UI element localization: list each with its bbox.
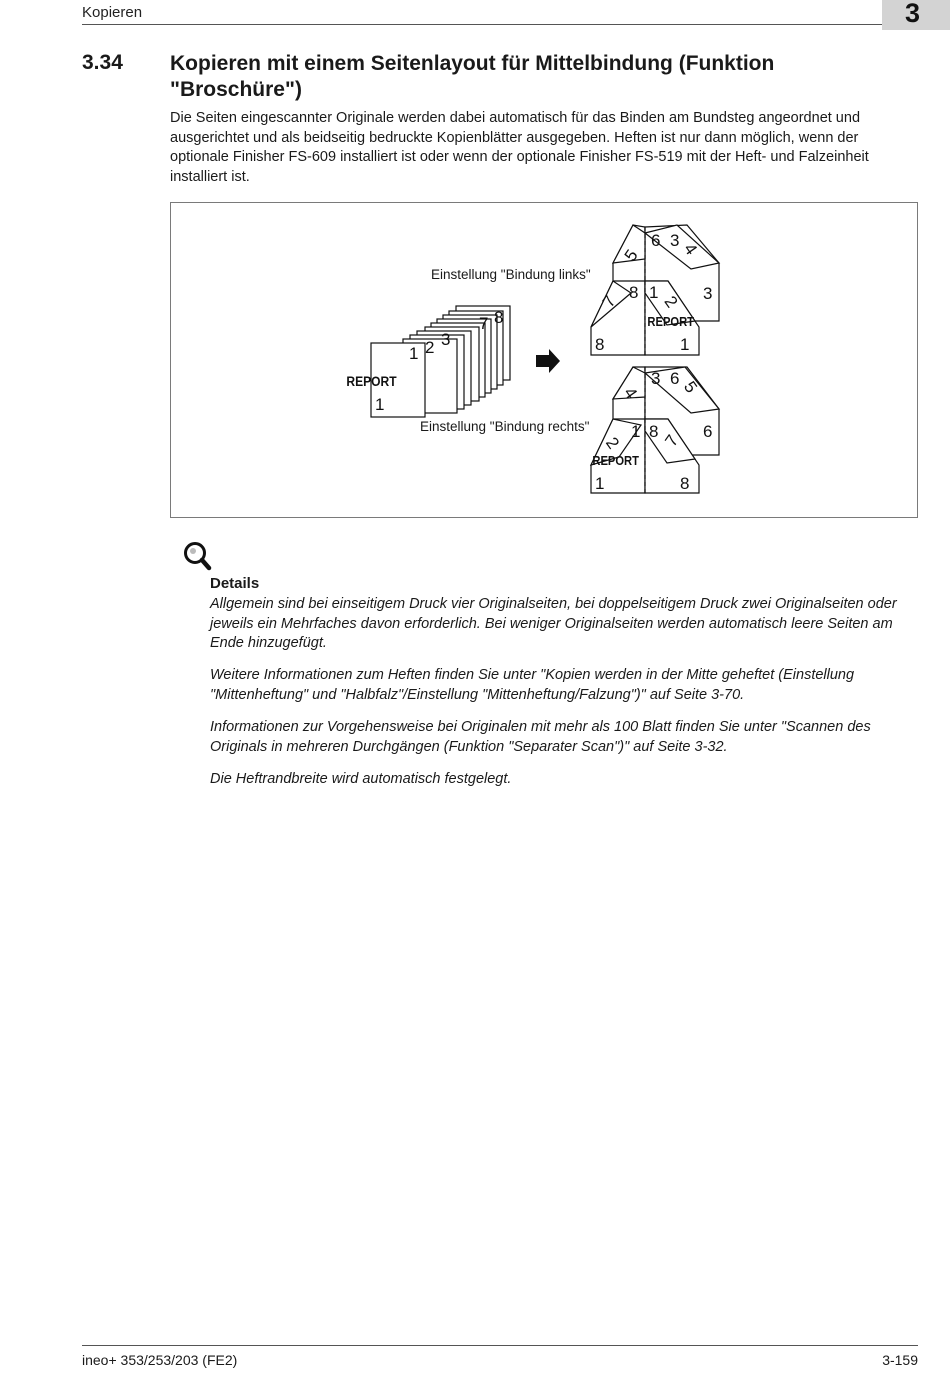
- original-page-7: 7: [479, 314, 489, 333]
- right-front-page-7: 7: [661, 431, 683, 451]
- footer-model: ineo+ 353/253/203 (FE2): [82, 1352, 238, 1368]
- section-number: 3.34: [82, 51, 123, 74]
- right-arrow-icon: [536, 349, 560, 373]
- original-page-2: 2: [425, 338, 435, 357]
- label-right-binding: Einstellung "Bindung rechts": [420, 419, 590, 434]
- left-top-page-3b: 3: [703, 284, 713, 303]
- left-binding-booklet: [591, 225, 719, 355]
- left-front-page-8b: 8: [595, 335, 605, 354]
- header-rule: [82, 24, 882, 25]
- note-paragraph-1: Allgemein sind bei einseitigem Druck vier Originalseiten, bei doppelseitigem Druck zwei Originalseiten oder jeweils ein Mehrfaches davon erforderlich. Bei weniger Originalseiten werden automatisch leere Seiten am Ende hinzugefügt.: [210, 596, 897, 651]
- running-header-title: Kopieren: [82, 4, 143, 21]
- footer-rule: [82, 1345, 918, 1346]
- left-front-page-8: 8: [629, 283, 639, 302]
- note-paragraph-4: Die Heftrandbreite wird automatisch festgelegt.: [210, 771, 512, 787]
- left-top-page-3: 3: [670, 231, 680, 250]
- right-front-page-1: 1: [631, 422, 641, 441]
- left-top-page-5: 5: [620, 246, 642, 265]
- intro-paragraph: Die Seiten eingescannter Originale werden dabei automatisch für das Binden am Bundsteg angeordnet und ausgerichtet und als beidseitig bedruckte Kopienblätter ausgegeben. Heften ist nur dann möglich, wenn der optionale Finisher FS-609 installiert ist oder wenn der optionale Finisher FS-519 mit der Heft- und Falzeinheit installiert ist.: [170, 110, 869, 185]
- right-top-page-6: 6: [670, 369, 680, 388]
- left-report-text: REPORT: [647, 314, 694, 330]
- right-top-page-4: 4: [619, 383, 641, 403]
- chapter-tab: [882, 0, 950, 30]
- right-front-page-2: 2: [601, 433, 623, 453]
- right-front-page-8: 8: [649, 422, 659, 441]
- booklet-illustration: [171, 203, 919, 519]
- right-top-page-5: 5: [679, 377, 701, 397]
- original-page-1: 1: [409, 344, 419, 363]
- note-paragraph-3: Informationen zur Vorgehensweise bei Originalen mit mehr als 100 Blatt finden Sie unter "Scannen des Originals in mehreren Durchgängen (Funktion "Separater Scan")" auf Seite 3-32.: [210, 719, 871, 755]
- chapter-number: 3: [904, 0, 920, 28]
- label-left-binding: Einstellung "Bindung links": [431, 267, 591, 282]
- right-top-page-3: 3: [651, 369, 661, 388]
- right-front-page-1b: 1: [595, 474, 605, 493]
- left-front-page-2: 2: [660, 292, 682, 312]
- left-front-page-1b: 1: [680, 335, 690, 354]
- note-paragraph-2: Weitere Informationen zum Heften finden Sie unter "Kopien werden in der Mitte geheftet (Einstellung "Mittenheftung" und "Halbfalz"/Einstellung "Mittenheftung/Falzung")" auf Seite 3-70.: [210, 667, 855, 703]
- booklet-figure: [170, 202, 918, 518]
- right-front-page-8b: 8: [680, 474, 690, 493]
- right-binding-booklet: [591, 367, 719, 493]
- original-page-8: 8: [494, 308, 504, 327]
- left-front-page-7: 7: [598, 292, 620, 311]
- original-page-3: 3: [441, 330, 451, 349]
- left-front-page-1: 1: [649, 283, 659, 302]
- original-front-number: 1: [375, 395, 385, 414]
- originals-stack: [346, 306, 510, 417]
- original-report-text: REPORT: [346, 373, 397, 390]
- note-heading: Details: [210, 575, 260, 592]
- right-report-text: REPORT: [592, 453, 639, 469]
- section-title: Kopieren mit einem Seitenlayout für Mittelbindung (Funktion "Broschüre"): [170, 52, 775, 101]
- magnifier-icon: [182, 540, 212, 577]
- left-top-page-6: 6: [651, 231, 661, 250]
- right-top-page-6b: 6: [703, 422, 713, 441]
- footer-page-number: 3-159: [882, 1352, 918, 1368]
- left-top-page-4: 4: [679, 239, 701, 259]
